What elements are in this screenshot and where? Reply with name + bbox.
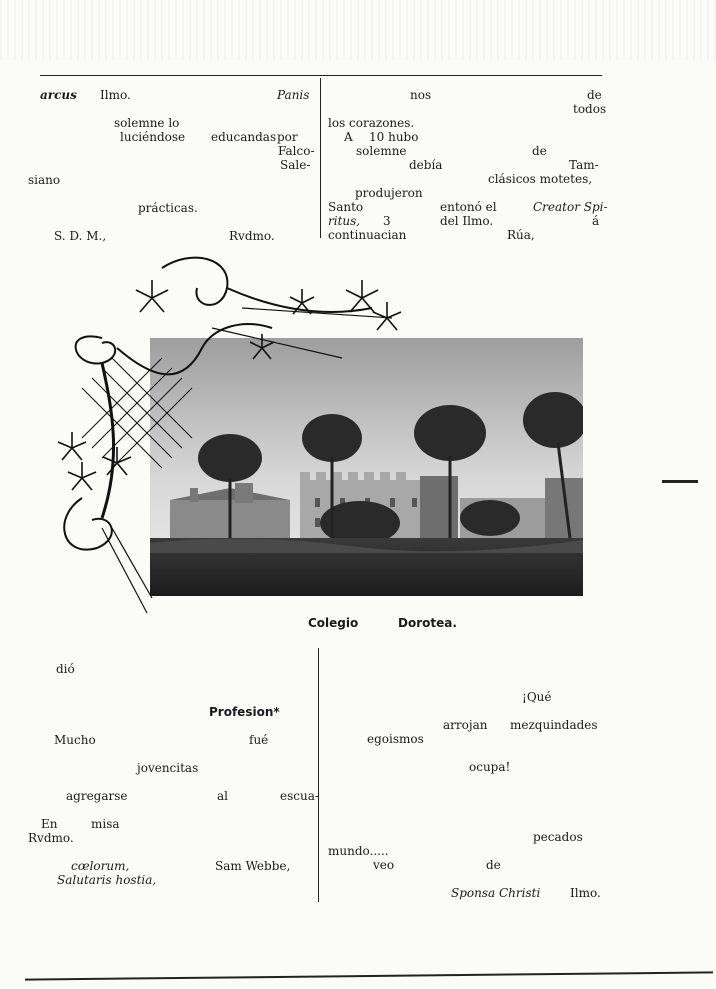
word-egoismos: egoismos	[367, 732, 424, 746]
bottom-rule	[25, 971, 713, 980]
word-por: por	[277, 130, 298, 144]
column-divider-bottom	[318, 648, 319, 902]
word-siano: siano	[28, 173, 61, 187]
word-a-accent: á	[592, 214, 600, 228]
page-edge-texture	[0, 0, 716, 60]
word-salutaris-hostia: Salutaris hostia,	[57, 873, 157, 887]
caption-colegio: Colegio	[308, 616, 359, 630]
word-practicas: prácticas.	[138, 201, 198, 215]
word-continuacian: continuacian	[328, 228, 407, 242]
word-profesion: Profesion*	[209, 705, 280, 719]
word-solemne: solemne	[356, 144, 407, 158]
word-fue: fué	[249, 733, 269, 747]
word-pecados: pecados	[533, 830, 583, 844]
word-solemne-lo: solemne lo	[114, 116, 180, 130]
word-jovencitas: jovencitas	[137, 761, 199, 775]
word-ocupa: ocupa!	[469, 760, 511, 774]
word-que: ¡Qué	[522, 690, 552, 704]
word-luciendose: luciéndose	[120, 130, 186, 144]
word-entono-el: entonó el	[440, 200, 497, 214]
floral-scroll-ornament-icon	[42, 248, 422, 618]
word-agregarse: agregarse	[66, 789, 128, 803]
word-panis: Panis	[277, 88, 310, 102]
word-arrojan: arrojan	[443, 718, 488, 732]
word-falco: Falco-	[278, 144, 315, 158]
word-misa: misa	[91, 817, 120, 831]
word-sponsa-christi: Sponsa Christi	[451, 886, 541, 900]
word-sdm: S. D. M.,	[54, 229, 107, 243]
column-divider-top	[320, 78, 321, 238]
word-en: En	[41, 817, 58, 831]
word-caelorum: cœlorum,	[71, 859, 130, 873]
word-de: de	[532, 144, 547, 158]
word-rua: Rúa,	[507, 228, 535, 242]
word-de: de	[587, 88, 602, 102]
word-veo: veo	[373, 858, 395, 872]
word-rvdmo-2: Rvdmo.	[28, 831, 74, 845]
word-dio: dió	[56, 662, 75, 676]
word-a: A	[344, 130, 353, 144]
word-produjeron: produjeron	[355, 186, 423, 200]
word-santo: Santo	[328, 200, 364, 214]
word-mezquindades: mezquindades	[510, 718, 598, 732]
word-ilmo: Ilmo.	[100, 88, 131, 102]
word-tam: Tam-	[569, 158, 599, 172]
word-de-3: de	[486, 858, 501, 872]
word-arcus: arcus	[40, 88, 77, 102]
word-3: 3	[383, 214, 391, 228]
word-educandas: educandas	[211, 130, 277, 144]
word-al: al	[217, 789, 228, 803]
word-sam-webbe: Sam Webbe,	[215, 859, 291, 873]
word-10-hubo: 10 hubo	[369, 130, 419, 144]
word-nos: nos	[410, 88, 432, 102]
word-debia: debía	[409, 158, 443, 172]
word-rvdmo: Rvdmo.	[229, 229, 275, 243]
word-creator-spi: Creator Spi-	[533, 200, 608, 214]
top-rule	[40, 75, 602, 76]
word-mucho: Mucho	[54, 733, 96, 747]
margin-mark	[662, 480, 698, 483]
word-mundo: mundo.....	[328, 844, 389, 858]
word-del-ilmo: del Ilmo.	[440, 214, 494, 228]
word-ilmo-2: Ilmo.	[570, 886, 601, 900]
word-ritus: ritus,	[328, 214, 361, 228]
word-escua: escua-	[280, 789, 319, 803]
word-clasicos-motetes: clásicos motetes,	[488, 172, 593, 186]
word-los-corazones: los corazones.	[328, 116, 415, 130]
word-sale: Sale-	[280, 158, 311, 172]
word-todos: todos	[573, 102, 607, 116]
caption-dorotea: Dorotea.	[398, 616, 457, 630]
